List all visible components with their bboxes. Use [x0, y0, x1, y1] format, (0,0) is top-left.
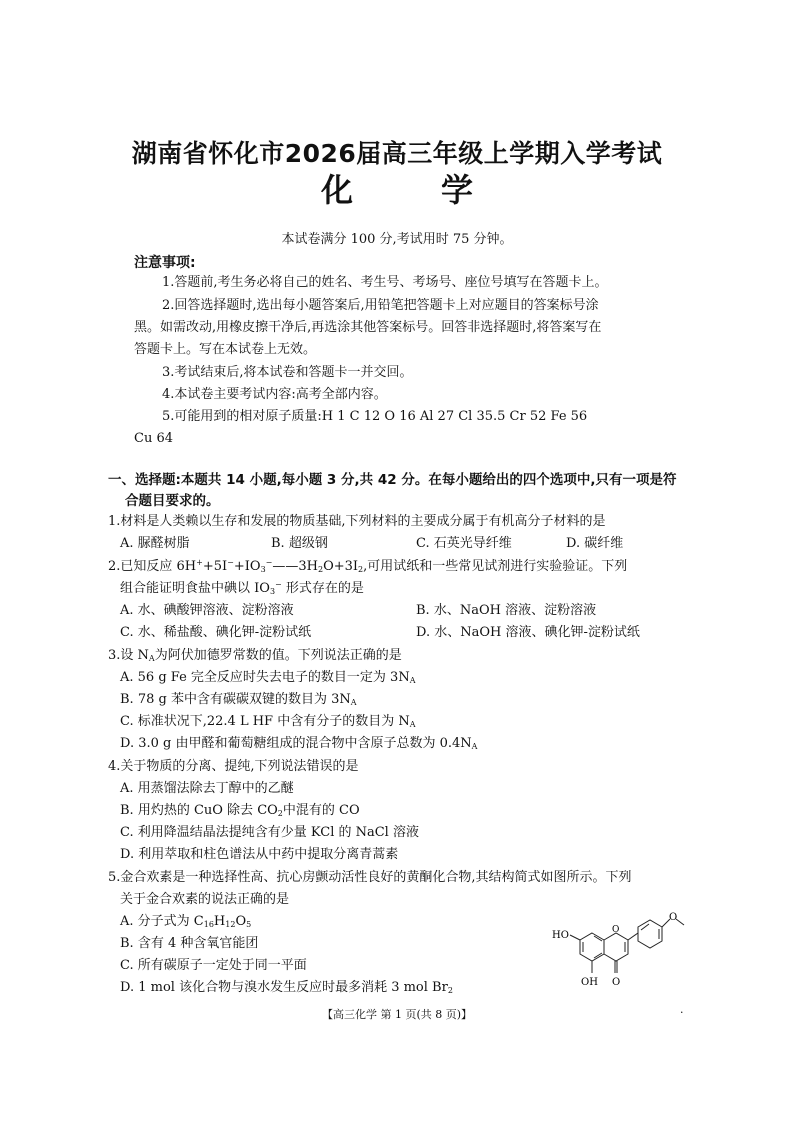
ring-a — [580, 933, 604, 961]
q2-option-d: D. 水、NaOH 溶液、碘化钾-淀粉试纸 — [416, 625, 640, 640]
avogadro-sub: A — [409, 720, 416, 729]
q5-option-b: B. 含有 4 种含氧官能团 — [120, 936, 259, 951]
page-footer: 【高三化学 第 1 页(共 8 页)】 — [321, 1008, 473, 1021]
q5-option-d-text: D. 1 mol 该化合物与溴水发生反应时最多消耗 3 mol Br — [120, 980, 448, 995]
page-code: · — [680, 1006, 684, 1019]
q2-stem: 2.已知反应 $6H^++5I^-+IO_3^-——3H_2O+3I_2$,可用试纸和一些常见试剂进行实验验证。下列 — [108, 558, 628, 574]
q2-stem-part: ——3H — [272, 559, 318, 574]
notice-item-2-line-3: 答题卡上。写在本试卷上无效。 — [134, 342, 317, 357]
q3-stem-part: 为阿伏加德罗常数的值。下列说法正确的是 — [154, 648, 402, 663]
notice-item-5-line-2: Cu 64 — [134, 431, 173, 446]
q3-option-d-text: D. 3.0 g 由甲醛和葡萄糖组成的混合物中含原子总数为 0.4N — [120, 736, 472, 751]
ho-label: HO — [552, 930, 569, 941]
q2-option-a: A. 水、碘酸钾溶液、淀粉溶液 — [120, 603, 294, 618]
q5-option-a — [120, 914, 251, 929]
q1-option-c: C. 石英光导纤维 — [416, 536, 512, 551]
notice-heading: 注意事项: — [134, 255, 196, 271]
q5-sub: 5 — [246, 920, 252, 929]
notice-item-5-line-1: 5.可能用到的相对原子质量:H 1 C 12 O 16 Al 27 Cl 35.5 Cr 52 Fe 56 — [162, 409, 588, 424]
avogadro-sub: A — [350, 698, 357, 707]
q4-option-b-part: 中混有的 CO — [282, 803, 360, 818]
q2-option-c: C. 水、稀盐酸、碘化钾-淀粉试纸 — [120, 625, 312, 640]
section-1-heading-line-2: 合题目要求的。 — [125, 493, 220, 509]
q1-option-b: B. 超级钢 — [271, 536, 328, 551]
q2-stem-part: 2.已知反应 6H — [108, 559, 197, 574]
q4-option-b-part: B. 用灼热的 CuO 除去 CO — [120, 803, 278, 818]
q2-stem-part: +5I — [202, 559, 228, 574]
q5-option-c: C. 所有碳原子一定处于同一平面 — [120, 958, 307, 973]
q3-option-d — [120, 736, 477, 751]
subject-char-2: 学 — [441, 171, 474, 209]
q4-option-b: B. 用灼热的 CuO 除去 $CO_2$中混有的 CO — [120, 803, 360, 818]
subject-char-1: 化 — [320, 171, 353, 209]
avogadro-sub: A — [148, 654, 155, 663]
ring-o-label: O — [612, 925, 620, 935]
notice-item-1: 1.答题前,考生务必将自己的姓名、考生号、考场号、座位号填写在答题卡上。 — [162, 275, 608, 290]
q3-option-a-text: A. 56 g Fe 完全反应时失去电子的数目一定为 3N — [120, 670, 410, 685]
subject-title — [0, 165, 794, 211]
exam-title: 湖南省怀化市2026届高三年级上学期入学考试 — [131, 139, 663, 168]
q4-option-a: A. 用蒸馏法除去丁醇中的乙醚 — [120, 781, 294, 796]
q2-stem-part: O+3I — [323, 559, 359, 574]
q4-option-d: D. 利用萃取和柱色谱法从中药中提取分离青蒿素 — [120, 847, 399, 862]
q3-option-a — [120, 670, 415, 685]
q3-stem — [108, 648, 402, 663]
q5-sub: 16 — [203, 920, 214, 929]
q1-option-d: D. 碳纤维 — [566, 536, 624, 551]
q2-option-b: B. 水、NaOH 溶液、淀粉溶液 — [416, 603, 597, 618]
avogadro-sub: A — [471, 742, 478, 751]
methoxy-o-label: O — [669, 912, 678, 923]
q5-option-a-part: O — [235, 914, 247, 929]
q5-stem-line-2: 关于金合欢素的说法正确的是 — [120, 892, 290, 907]
ring-c — [604, 933, 628, 961]
q3-stem-part: 3.设 N — [108, 648, 149, 663]
avogadro-sub: A — [409, 676, 416, 685]
oh-label: OH — [581, 977, 598, 988]
ring-b — [638, 920, 662, 948]
q2-stem-part: +IO — [233, 559, 261, 574]
carbonyl-o-label: O — [612, 977, 621, 988]
notice-item-2-line-1: 2.回答选择题时,选出每小题答案后,用铅笔把答题卡上对应题目的答案标号涂 — [162, 298, 599, 313]
section-1-heading-line-1: 一、选择题:本题共 14 小题,每小题 3 分,共 42 分。在每小题给出的四个选项中,只有一项是符 — [108, 472, 677, 488]
q5-sub: 12 — [225, 920, 236, 929]
q2-stem-part: 组合能证明食盐中碘以 IO — [120, 581, 270, 596]
q5-option-d: D. 1 mol 该化合物与溴水发生反应时最多消耗 3 mol $Br_2$ — [120, 980, 453, 995]
q4-stem: 4.关于物质的分离、提纯,下列说法错误的是 — [108, 759, 359, 774]
acacetin-structure-diagram — [548, 905, 688, 1000]
q5-option-a-part: H — [213, 914, 226, 929]
notice-item-3: 3.考试结束后,将本试卷和答题卡一并交回。 — [162, 365, 413, 380]
notice-item-2-line-2: 黑。如需改动,用橡皮擦干净后,再选涂其他答案标号。回答非选择题时,将答案写在 — [134, 320, 602, 335]
q1-stem: 1.材料是人类赖以生存和发展的物质基础,下列材料的主要成分属于有机高分子材料的是 — [108, 514, 606, 529]
q1-option-a: A. 脲醛树脂 — [120, 536, 190, 551]
q3-option-b — [120, 692, 357, 707]
q5-option-a-part: A. 分子式为 C — [120, 914, 204, 929]
q2-stem-part: ,可用试纸和一些常见试剂进行实验验证。下列 — [363, 559, 628, 574]
notice-item-4: 4.本试卷主要考试内容:高考全部内容。 — [162, 387, 387, 402]
q3-option-c — [120, 714, 416, 729]
q2-stem-part: 形式存在的是 — [281, 581, 364, 596]
q2-stem-line-2: 组合能证明食盐中碘以 $IO_3^-$ 形式存在的是 — [120, 580, 364, 596]
q5-stem-line-1: 5.金合欢素是一种选择性高、抗心房颤动活性良好的黄酮化合物,其结构简式如图所示。下列 — [108, 870, 632, 885]
q3-option-c-text: C. 标准状况下,22.4 L HF 中含有分子的数目为 N — [120, 714, 410, 729]
q3-option-b-text: B. 78 g 苯中含有碳碳双键的数目为 3N — [120, 692, 351, 707]
exam-info: 本试卷满分 100 分,考试用时 75 分钟。 — [281, 232, 513, 247]
q4-option-c: C. 利用降温结晶法提纯含有少量 KCl 的 NaCl 溶液 — [120, 825, 419, 840]
